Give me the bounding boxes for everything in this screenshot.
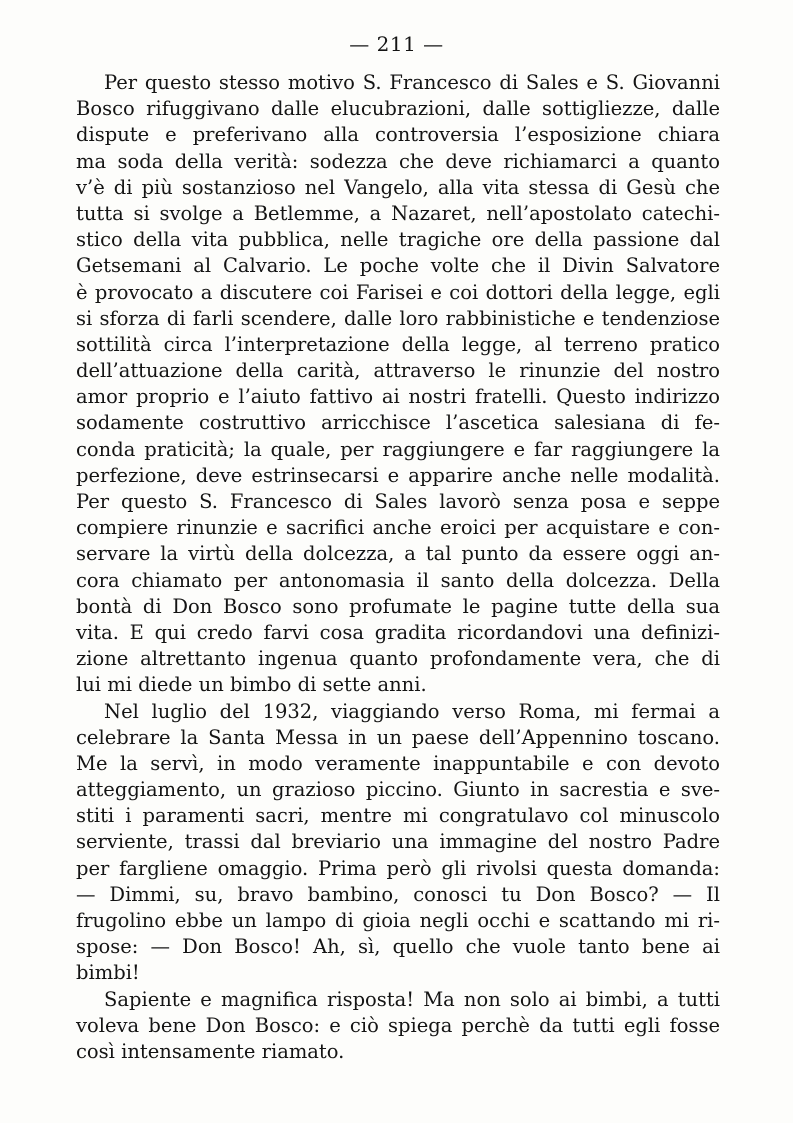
text-line: conda praticità; la quale, per raggiungere e far raggiungere la — [76, 437, 720, 461]
text-line: dispute e preferivano alla controversia l’esposizione chiara — [76, 123, 720, 147]
text-line: stiti i paramenti sacri, mentre mi congratulavo col minuscolo — [76, 804, 720, 828]
text-line: ma soda della verità: sodezza che deve richiamarci a quanto — [76, 149, 720, 173]
text-line: spose: — Don Bosco! Ah, sì, quello che vuole tanto bene ai — [76, 935, 720, 959]
text-line: perfezione, deve estrinsecarsi e apparire anche nelle modalità. — [76, 463, 720, 487]
text-line: si sforza di farli scendere, dalle loro rabbinistiche e tendenziose — [76, 306, 720, 330]
text-line: voleva bene Don Bosco: e ciò spiega perchè da tutti egli fosse — [76, 1013, 720, 1037]
text-line: tutta si svolge a Betlemme, a Nazaret, nell’apostolato catechi- — [76, 201, 720, 225]
text-line: atteggiamento, un grazioso piccino. Giunto in sacrestia e sve- — [76, 778, 720, 802]
text-line: Getsemani al Calvario. Le poche volte che il Divin Salvatore — [76, 254, 720, 278]
text-line: stico della vita pubblica, nelle tragiche ore della passione dal — [76, 228, 720, 252]
text-line: v’è di più sostanzioso nel Vangelo, alla vita stessa di Gesù che — [76, 175, 720, 199]
text-line: compiere rinunzie e sacrifici anche eroici per acquistare e con- — [76, 516, 720, 540]
text-line: cora chiamato per antonomasia il santo della dolcezza. Della — [76, 568, 720, 592]
text-line: Sapiente e magnifica risposta! Ma non solo ai bimbi, a tutti — [104, 987, 720, 1011]
body-text — [76, 70, 720, 1065]
text-line: amor proprio e l’aiuto fattivo ai nostri fratelli. Questo indirizzo — [76, 385, 720, 409]
text-line: sodamente costruttivo arricchisce l’ascetica salesiana di fe- — [76, 411, 720, 435]
text-line: Bosco rifuggivano dalle elucubrazioni, dalle sottigliezze, dalle — [76, 97, 720, 121]
text-line: serviente, trassi dal breviario una immagine del nostro Padre — [76, 830, 720, 854]
text-line: zione altrettanto ingenua quanto profondamente vera, che di — [76, 647, 720, 671]
paragraph-1 — [76, 70, 720, 699]
text-line: dell’attuazione della carità, attraverso le rinunzie del nostro — [76, 359, 720, 383]
text-line: bimbi! — [76, 961, 140, 985]
text-line: Me la servì, in modo veramente inappuntabile e con devoto — [76, 751, 720, 775]
text-line: bontà di Don Bosco sono profumate le pagine tutte della sua — [76, 594, 720, 618]
text-line: frugolino ebbe un lampo di gioia negli occhi e scattando mi ri- — [76, 909, 720, 932]
text-line: celebrare la Santa Messa in un paese dell’Appennino toscano. — [76, 725, 720, 749]
text-line: per fargliene omaggio. Prima però gli rivolsi questa domanda: — [76, 856, 720, 880]
paragraph-2 — [76, 699, 720, 987]
text-line: Nel luglio del 1932, viaggiando verso Roma, mi fermai a — [104, 699, 720, 723]
text-line: Per questo S. Francesco di Sales lavorò senza posa e seppe — [76, 490, 720, 513]
text-line: lui mi diede un bimbo di sette anni. — [76, 673, 427, 697]
text-line: sottilità circa l’interpretazione della legge, al terreno pratico — [76, 332, 720, 356]
text-line: è provocato a discutere coi Farisei e coi dottori della legge, egli — [76, 280, 720, 304]
paragraph-3 — [76, 987, 720, 1066]
text-line: vita. E qui credo farvi cosa gradita ricordandovi una definizi- — [76, 620, 720, 644]
text-line: Per questo stesso motivo S. Francesco di Sales e S. Giovanni — [104, 71, 720, 94]
text-line: servare la virtù della dolcezza, a tal punto da essere oggi an- — [76, 542, 720, 566]
text-line: così intensamente riamato. — [76, 1039, 345, 1063]
page-number: — 211 — — [349, 32, 444, 56]
text-line: — Dimmi, su, bravo bambino, conosci tu Don Bosco? — Il — [76, 882, 720, 906]
